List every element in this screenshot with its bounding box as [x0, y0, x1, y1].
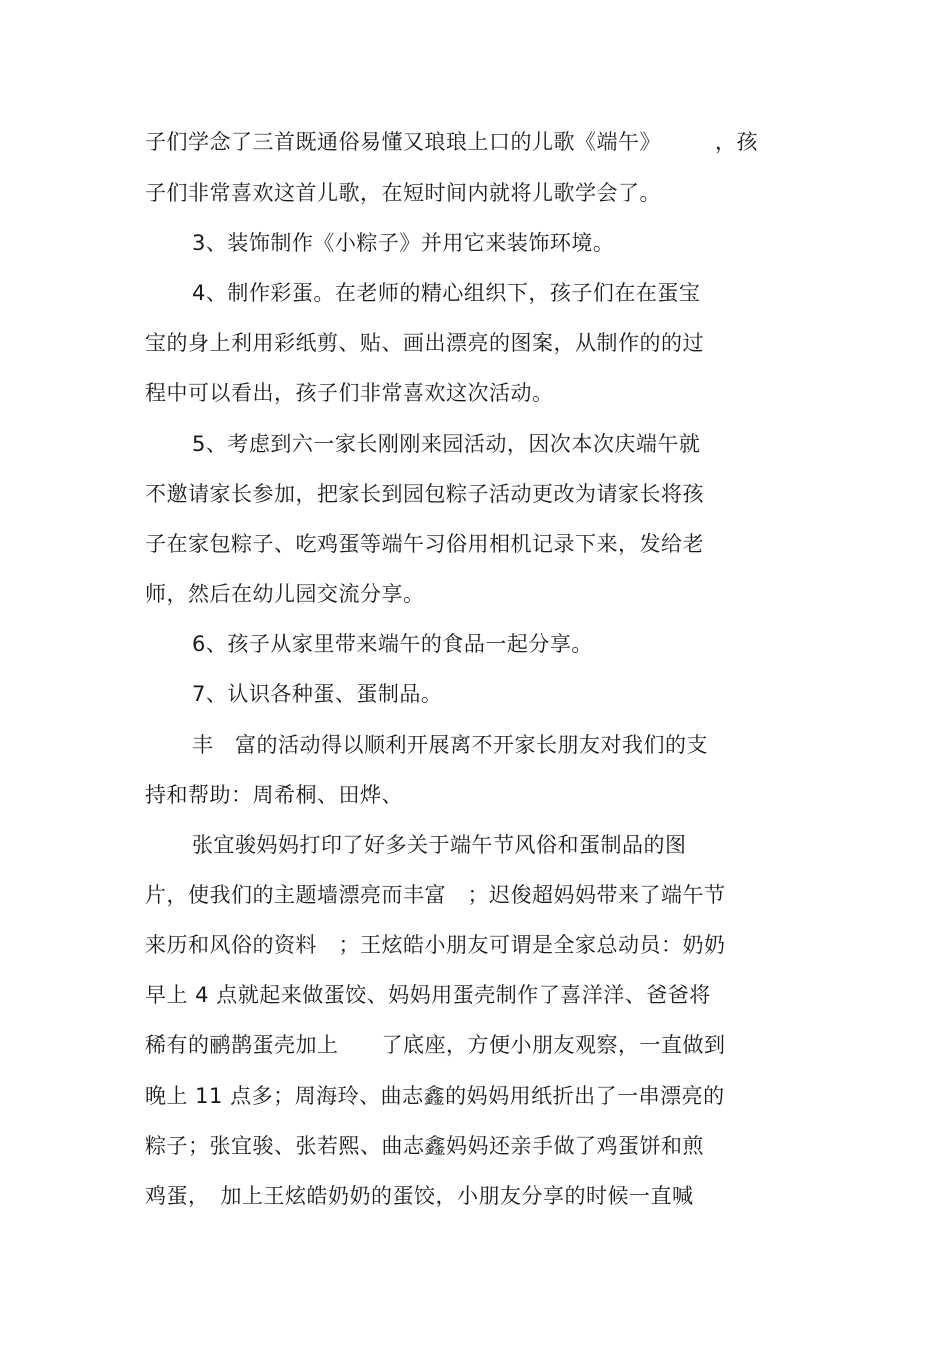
text-line-14: 持和帮助：周希桐、田烨、: [145, 783, 403, 807]
text-line-16: 片，使我们的主题墙漂亮而丰富 ；迟俊超妈妈带来了端午节: [145, 883, 726, 907]
text-line-5: 宝的身上利用彩纸剪、贴、画出漂亮的图案，从制作的的过: [145, 331, 704, 355]
text-line-20: 晚上 11 点多；周海玲、曲志鑫的妈妈用纸折出了一串漂亮的: [145, 1084, 725, 1108]
text-line-13: 丰 富的活动得以顺利开展离不开家长朋友对我们的支: [192, 733, 708, 757]
text-line-10: 师，然后在幼儿园交流分享。: [145, 582, 425, 606]
text-line-2: 子们非常喜欢这首儿歌，在短时间内就将儿歌学会了。: [145, 181, 661, 205]
text-line-17: 来历和风俗的资料 ；王炫皓小朋友可谓是全家总动员：奶奶: [145, 933, 726, 957]
list-item-7: 7、认识各种蛋、蛋制品。: [192, 682, 443, 706]
text-line-6: 程中可以看出，孩子们非常喜欢这次活动。: [145, 381, 554, 405]
text-line-18: 早上 4 点就起来做蛋饺、妈妈用蛋壳制作了喜洋洋、爸爸将: [145, 983, 711, 1007]
list-item-6: 6、孩子从家里带来端午的食品一起分享。: [192, 632, 593, 656]
text-line-9: 子在家包粽子、吃鸡蛋等端午习俗用相机记录下来，发给老: [145, 532, 704, 556]
text-line-19: 稀有的鹂鹊蛋壳加上 了底座，方便小朋友观察，一直做到: [145, 1033, 726, 1057]
list-item-4: 4、制作彩蛋。在老师的精心组织下，孩子们在在蛋宝: [192, 281, 701, 305]
list-item-3: 3、装饰制作《小粽子》并用它来装饰环境。: [192, 231, 615, 255]
text-line-22: 鸡蛋， 加上王炫皓奶奶的蛋饺，小朋友分享的时候一直喊: [145, 1184, 694, 1208]
text-line-21: 粽子；张宜骏、张若熙、曲志鑫妈妈还亲手做了鸡蛋饼和煎: [145, 1134, 704, 1158]
list-item-5: 5、考虑到六一家长刚刚来园活动，因次本次庆端午就: [192, 432, 701, 456]
text-line-15: 张宜骏妈妈打印了好多关于端午节风俗和蛋制品的图: [192, 833, 687, 857]
text-line-8: 不邀请家长参加，把家长到园包粽子活动更改为请家长将孩: [145, 482, 704, 506]
text-line-1: 子们学念了三首既通俗易懂又琅琅上口的儿歌《端午》 ，孩: [145, 130, 758, 154]
